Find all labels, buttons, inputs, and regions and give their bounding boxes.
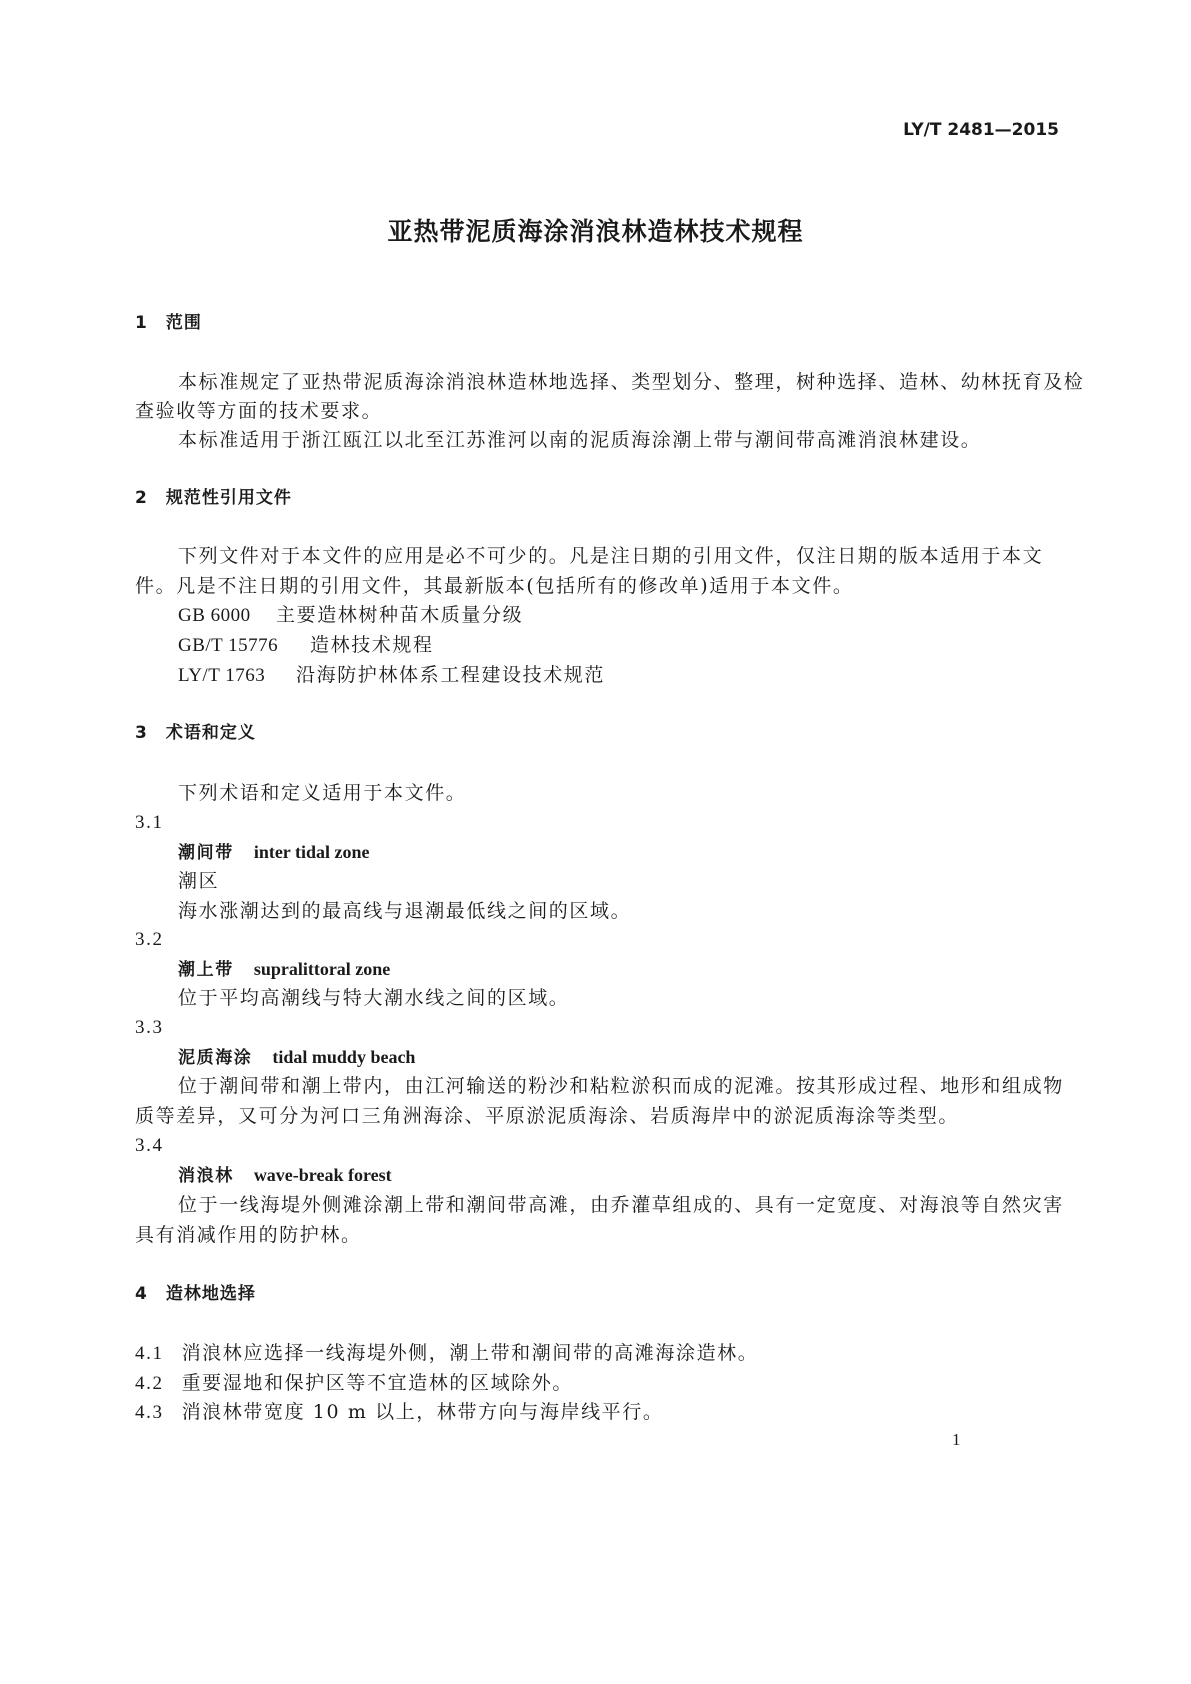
section-1-heading: 1 范围 — [135, 313, 202, 333]
page-number: 1 — [952, 1430, 961, 1449]
term-definition: 质等差异，又可分为河口三角洲海涂、平原淤泥质海涂、岩质海岸中的淤泥质海涂等类型。 — [135, 1105, 960, 1127]
term-heading — [178, 1045, 415, 1070]
paragraph-line: 下列文件对于本文件的应用是必不可少的。凡是注日期的引用文件，仅注日期的版本适用于本文 — [178, 545, 1044, 567]
clause-text: 消浪林带宽度 10 m 以上，林带方向与海岸线平行。 — [181, 1401, 664, 1423]
standard-number: LY/T 2481—2015 — [903, 120, 1059, 140]
term-definition: 位于潮间带和潮上带内，由江河输送的粉沙和粘粒淤积而成的泥滩。按其形成过程、地形和组成物 — [178, 1075, 1064, 1097]
paragraph-line: 查验收等方面的技术要求。 — [135, 400, 383, 422]
term-definition: 位于一线海堤外侧滩涂潮上带和潮间带高滩，由乔灌草组成的、具有一定宽度、对海浪等自然灾害 — [178, 1194, 1064, 1216]
section-4-heading: 4 造林地选择 — [135, 1284, 256, 1304]
reference-code: LY/T 1763 — [178, 665, 266, 686]
reference-code: GB/T 15776 — [178, 635, 279, 656]
paragraph-line: 本标准适用于浙江瓯江以北至江苏淮河以南的泥质海涂潮上带与潮间带高滩消浪林建设。 — [178, 429, 982, 451]
term-number: 3.1 — [135, 812, 164, 833]
clause-item — [135, 1400, 663, 1425]
reference-title: 主要造林树种苗木质量分级 — [276, 604, 524, 626]
term-number: 3.2 — [135, 929, 164, 950]
term-heading — [178, 1163, 392, 1188]
term-definition: 海水涨潮达到的最高线与退潮最低线之间的区域。 — [178, 900, 632, 922]
reference-code: GB 6000 — [178, 605, 251, 626]
term-en: tidal muddy beach — [272, 1047, 416, 1067]
clause-text: 重要湿地和保护区等不宜造林的区域除外。 — [181, 1372, 573, 1394]
reference-title: 造林技术规程 — [310, 634, 434, 656]
term-en: wave-break forest — [253, 1165, 392, 1185]
term-zh: 泥质海涂 — [178, 1048, 253, 1068]
term-heading — [178, 957, 390, 982]
term-number: 3.4 — [135, 1135, 164, 1156]
term-zh: 潮上带 — [178, 960, 234, 980]
document-title: 亚热带泥质海涂消浪林造林技术规程 — [387, 217, 804, 246]
paragraph-line: 件。凡是不注日期的引用文件，其最新版本(包括所有的修改单)适用于本文件。 — [135, 575, 854, 597]
clause-number: 4.3 — [135, 1402, 164, 1423]
reference-item — [178, 603, 523, 628]
paragraph-line: 下列术语和定义适用于本文件。 — [178, 782, 467, 804]
term-zh: 潮间带 — [178, 843, 234, 863]
reference-title: 沿海防护林体系工程建设技术规范 — [296, 664, 606, 686]
term-alt: 潮区 — [178, 870, 220, 892]
section-3-heading: 3 术语和定义 — [135, 723, 256, 743]
clause-item — [135, 1341, 758, 1366]
term-definition: 位于平均高潮线与特大潮水线之间的区域。 — [178, 987, 570, 1009]
clause-number: 4.1 — [135, 1343, 164, 1364]
paragraph-line: 本标准规定了亚热带泥质海涂消浪林造林地选择、类型划分、整理，树种选择、造林、幼林抚育及检 — [178, 371, 1085, 393]
clause-item — [135, 1371, 573, 1396]
term-heading — [178, 840, 369, 865]
clause-text: 消浪林应选择一线海堤外侧，潮上带和潮间带的高滩海涂造林。 — [181, 1342, 759, 1364]
reference-item — [178, 633, 434, 658]
section-2-heading: 2 规范性引用文件 — [135, 488, 292, 508]
term-zh: 消浪林 — [178, 1166, 234, 1186]
reference-item — [178, 663, 605, 688]
clause-number: 4.2 — [135, 1373, 164, 1394]
term-number: 3.3 — [135, 1017, 164, 1038]
term-en: supralittoral zone — [253, 959, 391, 979]
term-en: inter tidal zone — [253, 842, 370, 862]
term-definition: 具有消减作用的防护林。 — [135, 1224, 362, 1246]
